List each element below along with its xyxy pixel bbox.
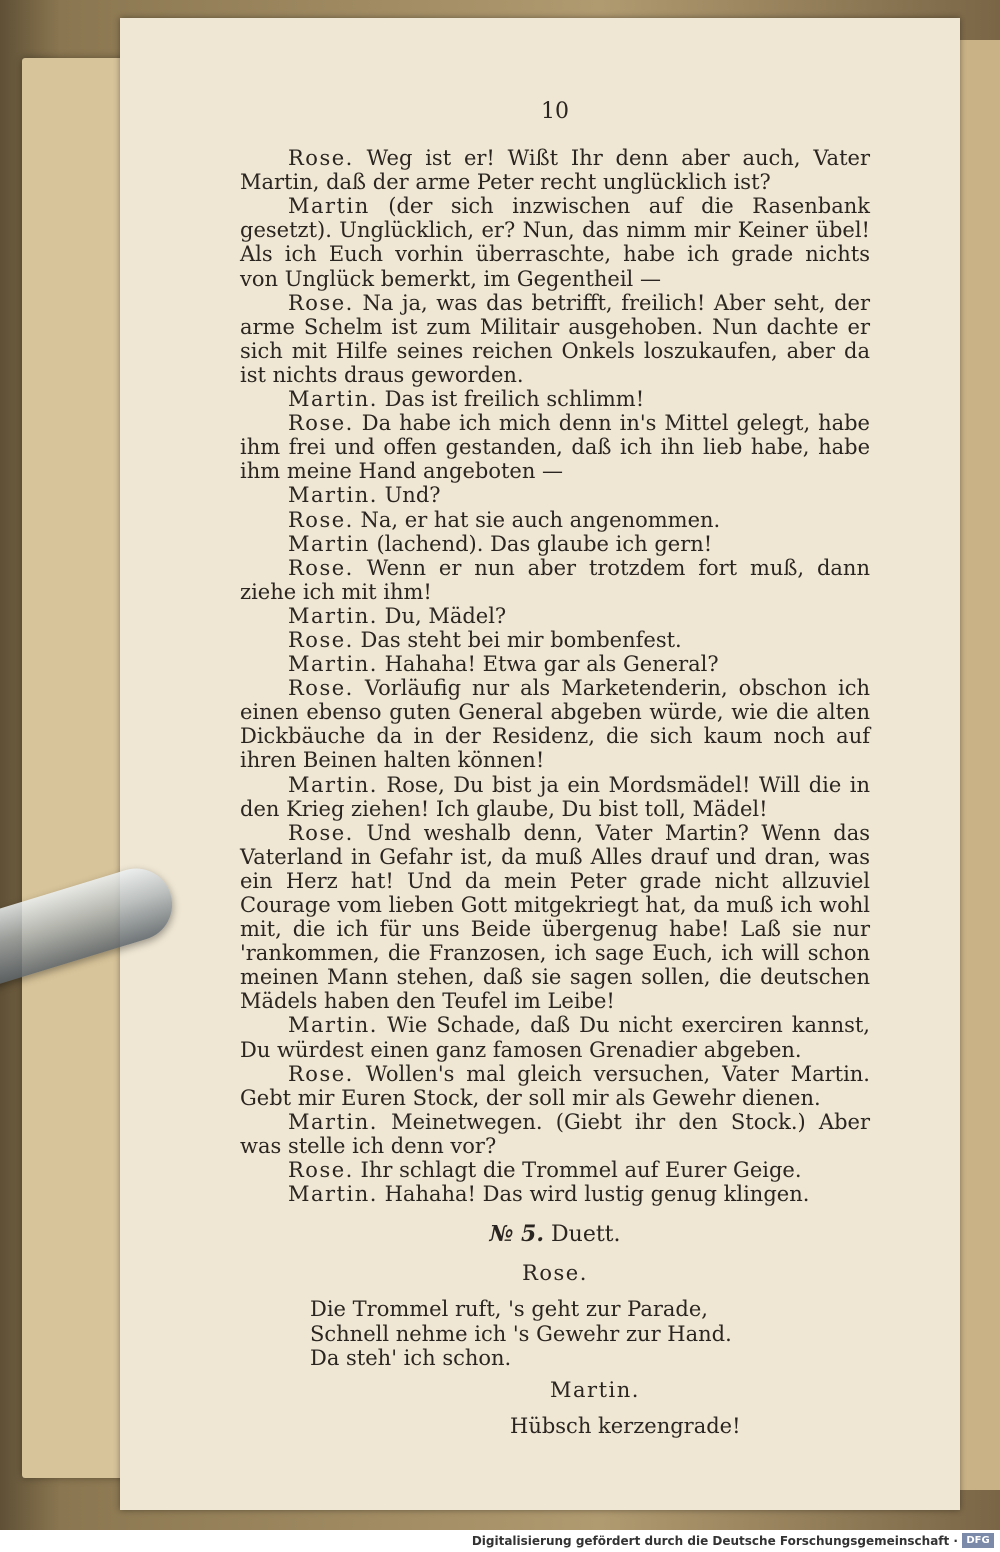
right-page-edge — [958, 40, 1000, 1490]
dialogue-text: Das steht bei mir bombenfest. — [360, 627, 682, 652]
speaker-name: Rose. — [288, 820, 354, 845]
dialogue-text: Ihr schlagt die Trommel auf Eurer Geige. — [360, 1158, 802, 1183]
dialogue-paragraph — [240, 146, 870, 194]
dialogue-paragraph — [240, 532, 870, 556]
dialogue-text: Und weshalb denn, Vater Martin? Wenn das Vaterland in Gefahr ist, da muß Alles drauf und dran, was ein Herz hat! Und da mein Peter grade nicht allzuviel Courage vom lieben Gott mitgekriegt hat, da muß ich wohl mit, die ich für uns Beide übergenug habe! Laß sie nur 'rankommen, die Franzosen, ich sage Euch, ich will schon meinen Mann stehen, daß sie sagen sollen, die deutschen Mädels haben den Teufel im Leibe! — [240, 820, 870, 1014]
role-name-rose: Rose. — [522, 1261, 588, 1286]
page-text — [240, 100, 870, 1438]
verse-line: Die Trommel ruft, 's geht zur Parade, — [310, 1297, 708, 1322]
dialogue-text: Du, Mädel? — [384, 603, 507, 628]
dialogue-paragraph — [240, 652, 870, 676]
dialogue — [240, 146, 870, 1206]
dialogue-text: Weg ist er! Wißt Ihr denn aber auch, Vater Martin, daß der arme Peter recht unglücklich ist? — [240, 146, 870, 195]
dialogue-text: Das ist freilich schlimm! — [384, 387, 645, 412]
speaker-name: Rose. — [288, 146, 354, 171]
speaker-name: Rose. — [288, 555, 354, 580]
number-heading — [240, 1222, 870, 1247]
dialogue-paragraph — [240, 1182, 870, 1206]
verse-line: Hübsch kerzengrade! — [510, 1413, 741, 1438]
speaker-name: Martin. — [288, 1182, 378, 1207]
speaker-name: Martin. — [288, 652, 378, 677]
speaker-name: Rose. — [288, 290, 354, 315]
speaker-name: Rose. — [288, 676, 354, 701]
dialogue-paragraph — [240, 1110, 870, 1158]
dialogue-paragraph — [240, 411, 870, 483]
dialogue-paragraph — [240, 1062, 870, 1110]
speaker-name: Martin — [288, 194, 370, 219]
dialogue-text: Hahaha! Etwa gar als General? — [384, 652, 719, 677]
dialogue-text: Da habe ich mich denn in's Mittel gelegt, habe ihm frei und offen gestanden, daß ich ihn lieb habe, habe ihm meine Hand angeboten — — [240, 411, 870, 484]
dialogue-text: Wie Schade, daß Du nicht exerciren kannst, Du würdest einen ganz famosen Grenadier abgeben. — [240, 1013, 870, 1062]
dialogue-text: Na ja, was das betrifft, freilich! Aber seht, der arme Schelm ist zum Militair ausgehoben. Nun dachte er sich mit Hilfe seines reichen Onkels loszukaufen, aber da ist nichts draus geworden. — [240, 290, 870, 387]
number-title: Duett. — [551, 1222, 621, 1248]
speaker-name: Martin. — [288, 483, 378, 508]
page-number: 10 — [541, 99, 569, 124]
dialogue-paragraph — [240, 291, 870, 387]
verse-line: Schnell nehme ich 's Gewehr zur Hand. — [310, 1321, 732, 1346]
dialogue-text: Hahaha! Das wird lustig genug klingen. — [384, 1182, 810, 1207]
dialogue-paragraph — [240, 628, 870, 652]
dialogue-paragraph — [240, 676, 870, 772]
speaker-name: Martin. — [288, 1109, 378, 1134]
dialogue-text: Und? — [384, 483, 441, 508]
speaker-name: Martin. — [288, 603, 378, 628]
speaker-name: Rose. — [288, 411, 354, 436]
role-name-martin: Martin. — [550, 1377, 640, 1402]
speaker-name: Martin — [288, 531, 370, 556]
dialogue-paragraph — [240, 1013, 870, 1061]
dialogue-paragraph — [240, 387, 870, 411]
dialogue-text: Vorläufig nur als Marketenderin, obschon ich einen ebenso guten General abgeben würde, wie die alten Dickbäuche da in der Residenz, die sich kaum noch auf ihren Beinen halten können! — [240, 676, 870, 773]
speaker-name: Rose. — [288, 627, 354, 652]
dialogue-text: Rose, Du bist ja ein Mordsmädel! Will die in den Krieg ziehen! Ich glaube, Du bist toll, Mädel! — [240, 772, 870, 821]
dialogue-text: Na, er hat sie auch angenommen. — [360, 507, 721, 532]
footer-credit: Digitalisierung gefördert durch die Deutsche Forschungsgemeinschaft · — [471, 1534, 958, 1548]
dialogue-paragraph — [240, 604, 870, 628]
verse-martin — [310, 1414, 870, 1438]
dialogue-paragraph — [240, 773, 870, 821]
number-label: № 5. — [489, 1221, 545, 1248]
dialogue-paragraph — [240, 556, 870, 604]
speaker-name: Rose. — [288, 507, 354, 532]
dialogue-text: Wollen's mal gleich versuchen, Vater Martin. Gebt mir Euren Stock, der soll mir als Gewehr dienen. — [240, 1061, 870, 1110]
speaker-name: Rose. — [288, 1158, 354, 1183]
speaker-name: Martin. — [288, 1013, 378, 1038]
verse-line: Da steh' ich schon. — [310, 1345, 512, 1370]
verse-rose — [310, 1297, 870, 1369]
speaker-name: Rose. — [288, 1061, 354, 1086]
dialogue-text: Meinetwegen. (Giebt ihr den Stock.) Aber was stelle ich denn vor? — [240, 1109, 870, 1158]
speaker-name: Martin. — [288, 772, 378, 797]
dialogue-paragraph — [240, 194, 870, 290]
dialogue-text: (lachend). Das glaube ich gern! — [376, 531, 713, 556]
speaker-name: Martin. — [288, 387, 378, 412]
dialogue-paragraph — [240, 508, 870, 532]
dfg-logo: DFG — [962, 1533, 994, 1548]
dialogue-paragraph — [240, 1158, 870, 1182]
footer-bar — [0, 1530, 1000, 1552]
dialogue-text: (der sich inzwischen auf die Rasenbank gesetzt). Unglücklich, er? Nun, das nimm mir Keiner übel! Als ich Euch vorhin überraschte, habe ich grade nichts von Unglück bemerkt, im Gegentheil — — [240, 194, 870, 291]
dialogue-text: Wenn er nun aber trotzdem fort muß, dann ziehe ich mit ihm! — [240, 555, 870, 604]
dialogue-paragraph — [240, 483, 870, 507]
dialogue-paragraph — [240, 821, 870, 1014]
